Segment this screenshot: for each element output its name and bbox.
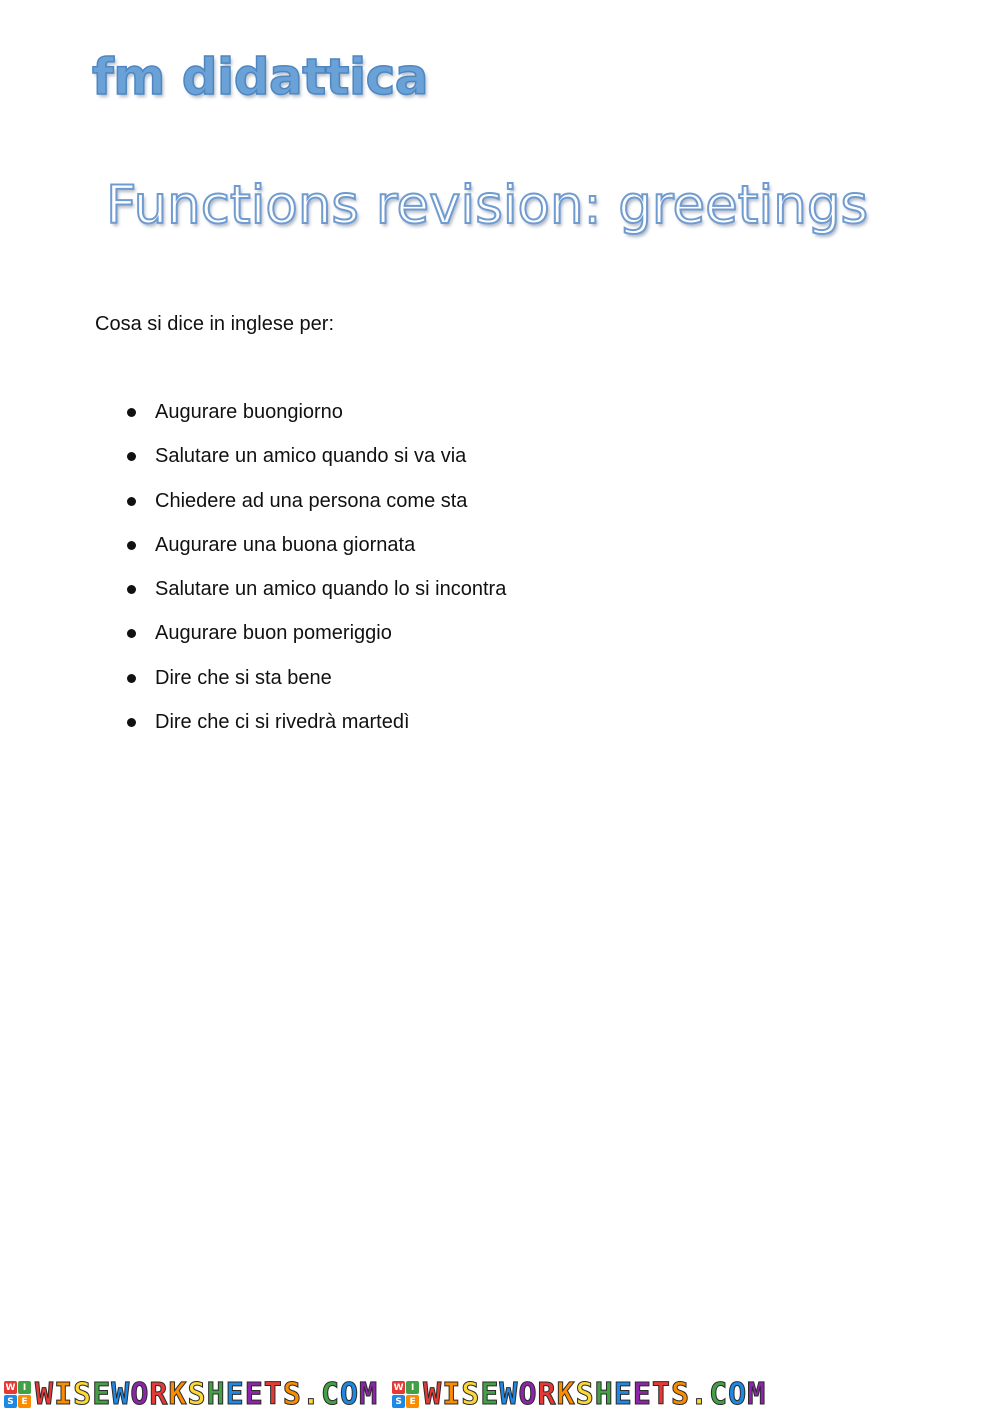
watermark-letter: I <box>54 1376 74 1412</box>
watermark-letter: K <box>168 1376 188 1412</box>
logo-letter: W <box>5 1382 16 1393</box>
watermark-letter: M <box>747 1376 767 1412</box>
list-item <box>125 664 506 708</box>
logo-letter: I <box>406 1381 419 1394</box>
watermark-letter: W <box>111 1376 131 1412</box>
logo-letter: E <box>406 1395 419 1408</box>
list-item-text: Salutare un amico quando si va via <box>155 445 467 468</box>
watermark-letter: W <box>423 1376 443 1412</box>
logo-letter: S <box>392 1395 405 1408</box>
bullet-icon <box>127 408 136 417</box>
watermark-letter: T <box>651 1376 671 1412</box>
watermark-letter: H <box>206 1376 226 1412</box>
bullet-icon <box>127 718 136 727</box>
list-item-text: Dire che si sta bene <box>155 666 332 689</box>
bullet-icon <box>127 541 136 550</box>
watermark-letter: O <box>340 1376 360 1412</box>
wise-logo-icon <box>392 1381 419 1408</box>
watermark-letter: S <box>670 1376 690 1412</box>
watermark-letter: W <box>35 1376 55 1412</box>
watermark-letter: R <box>149 1376 169 1412</box>
greetings-list <box>125 398 506 752</box>
watermark-letter: C <box>320 1376 340 1412</box>
list-item <box>125 487 506 531</box>
watermark-letter: E <box>225 1376 245 1412</box>
list-item <box>125 619 506 663</box>
list-item <box>125 531 506 575</box>
watermark-letter: O <box>518 1376 538 1412</box>
list-item <box>125 398 506 442</box>
watermark-letter: K <box>556 1376 576 1412</box>
list-item-text: Augurare buon pomeriggio <box>155 622 392 645</box>
logo-letter: I <box>18 1381 31 1394</box>
watermark-letter: . <box>690 1376 710 1412</box>
watermark-letter: H <box>594 1376 614 1412</box>
footer-brand <box>0 1378 378 1412</box>
watermark-letter: S <box>73 1376 93 1412</box>
watermark-letter: E <box>632 1376 652 1412</box>
list-item <box>125 575 506 619</box>
brand-logo-text: fm didattica <box>92 48 429 106</box>
watermark-letter: E <box>480 1376 500 1412</box>
footer-watermark <box>0 1376 1000 1413</box>
watermark-letter: W <box>499 1376 519 1412</box>
bullet-icon <box>127 585 136 594</box>
wise-logo-icon <box>4 1381 31 1408</box>
list-item-text: Augurare buongiorno <box>155 401 343 423</box>
logo-letter: E <box>18 1395 31 1408</box>
watermark-letter: S <box>575 1376 595 1412</box>
watermark-letter: C <box>709 1376 729 1412</box>
bullet-icon <box>127 452 136 461</box>
watermark-letter: O <box>728 1376 748 1412</box>
watermark-letter: . <box>301 1376 321 1412</box>
watermark-letter: E <box>244 1376 264 1412</box>
watermark-text <box>35 1378 378 1412</box>
watermark-letter: O <box>130 1376 150 1412</box>
page-title: Functions revision: greetings <box>106 175 869 236</box>
watermark-letter: T <box>263 1376 283 1412</box>
bullet-icon <box>127 497 136 506</box>
logo-letter: S <box>4 1395 17 1408</box>
list-item-text: Dire che ci si rivedrà martedì <box>155 711 410 734</box>
intro-text: Cosa si dice in inglese per: <box>95 313 335 335</box>
watermark-letter: M <box>359 1376 379 1412</box>
watermark-letter: I <box>442 1376 462 1412</box>
logo-letter: W <box>393 1382 404 1393</box>
watermark-letter: R <box>537 1376 557 1412</box>
list-item-text: Augurare una buona giornata <box>155 533 416 556</box>
watermark-letter: E <box>613 1376 633 1412</box>
watermark-letter: S <box>282 1376 302 1412</box>
bullet-icon <box>127 674 136 683</box>
watermark-letter: S <box>187 1376 207 1412</box>
list-item <box>125 708 506 752</box>
footer-brand <box>388 1378 766 1412</box>
list-item-text: Chiedere ad una persona come sta <box>155 489 468 512</box>
bullet-icon <box>127 629 136 638</box>
watermark-letter: S <box>461 1376 481 1412</box>
list-item <box>125 442 506 486</box>
list-item-text: Salutare un amico quando lo si incontra <box>155 578 507 601</box>
watermark-text <box>423 1378 766 1412</box>
watermark-letter: E <box>92 1376 112 1412</box>
